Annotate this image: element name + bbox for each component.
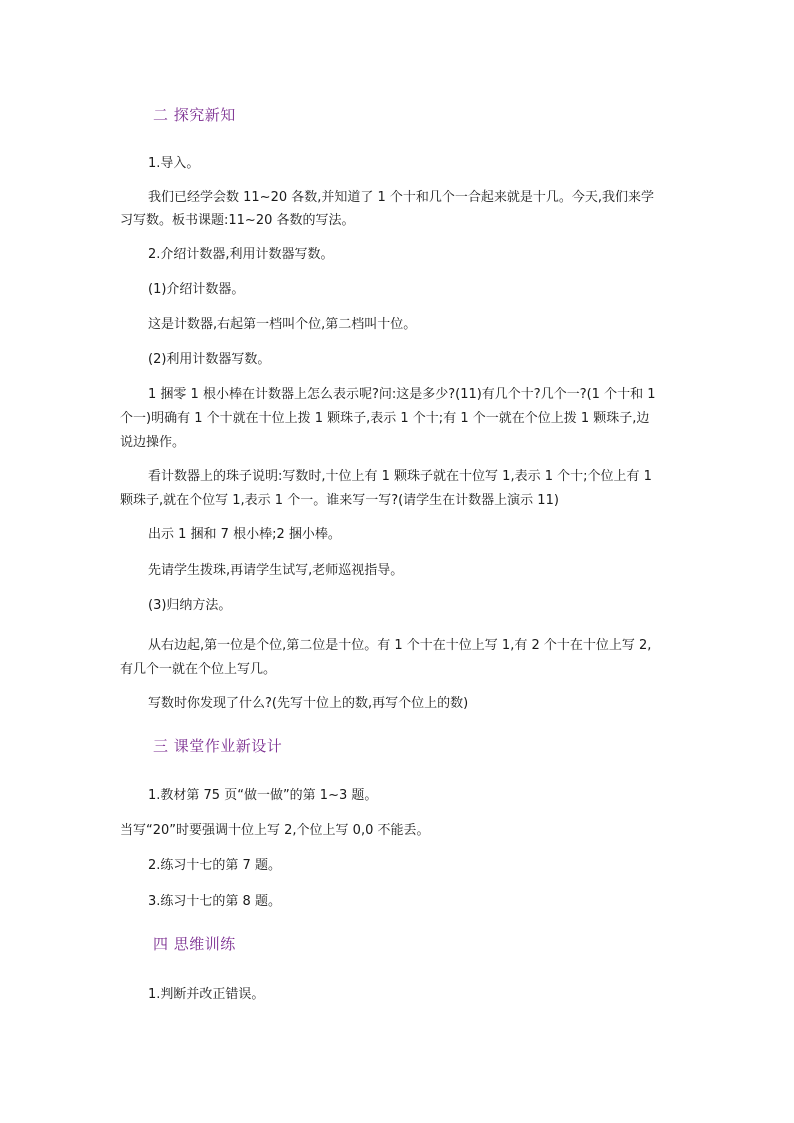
paragraph-line: 这是计数器,右起第一档叫个位,第二档叫十位。 bbox=[148, 317, 417, 332]
paragraph-line: 1 捆零 1 根小棒在计数器上怎么表示呢?问:这是多少?(11)有几个十?几个一?(1 个十和 1 bbox=[148, 387, 656, 402]
paragraph-step-2: (2)利用计数器写数。 bbox=[148, 352, 271, 367]
paragraph-line: 先请学生拨珠,再请学生试写,老师巡视指导。 bbox=[148, 563, 404, 578]
section-heading-homework: 三 课堂作业新设计 bbox=[153, 737, 283, 755]
paragraph-line: 说边操作。 bbox=[120, 435, 186, 450]
paragraph-line: 看计数器上的珠子说明:写数时,十位上有 1 颗珠子就在十位写 1,表示 1 个十;个位上有 1 bbox=[148, 469, 652, 484]
section-heading-thinking: 四 思维训练 bbox=[153, 935, 236, 953]
paragraph-counter: 2.介绍计数器,利用计数器写数。 bbox=[148, 247, 334, 262]
section-heading-explore: 二 探究新知 bbox=[153, 106, 236, 124]
paragraph-line: 1.教材第 75 页“做一做”的第 1~3 题。 bbox=[148, 788, 378, 803]
paragraph-line: 出示 1 捆和 7 根小棒;2 捆小棒。 bbox=[148, 527, 341, 542]
paragraph-step-1: (1)介绍计数器。 bbox=[148, 282, 245, 297]
paragraph-line: 写数时你发现了什么?(先写十位上的数,再写个位上的数) bbox=[148, 696, 469, 711]
paragraph-line: 颗珠子,就在个位写 1,表示 1 个一。谁来写一写?(请学生在计数器上演示 11) bbox=[120, 493, 559, 508]
paragraph-line: 当写“20”时要强调十位上写 2,个位上写 0,0 不能丢。 bbox=[120, 823, 430, 838]
paragraph-line: 个一)明确有 1 个十就在十位上拨 1 颗珠子,表示 1 个十;有 1 个一就在个位上拨 1 颗珠子,边 bbox=[120, 411, 650, 426]
paragraph-line: 我们已经学会数 11~20 各数,并知道了 1 个十和几个一合起来就是十几。今天,我们来学 bbox=[148, 190, 655, 205]
paragraph-line: 从右边起,第一位是个位,第二位是十位。有 1 个十在十位上写 1,有 2 个十在十位上写 2, bbox=[148, 638, 652, 653]
paragraph-line: 1.判断并改正错误。 bbox=[148, 987, 265, 1002]
paragraph-line: 有几个一就在个位上写几。 bbox=[120, 662, 277, 677]
paragraph-step-3: (3)归纳方法。 bbox=[148, 598, 232, 613]
paragraph-line: 2.练习十七的第 7 题。 bbox=[148, 858, 281, 873]
paragraph-intro: 1.导入。 bbox=[148, 156, 200, 171]
paragraph-line: 习写数。板书课题:11~20 各数的写法。 bbox=[120, 213, 355, 228]
paragraph-line: 3.练习十七的第 8 题。 bbox=[148, 894, 281, 909]
